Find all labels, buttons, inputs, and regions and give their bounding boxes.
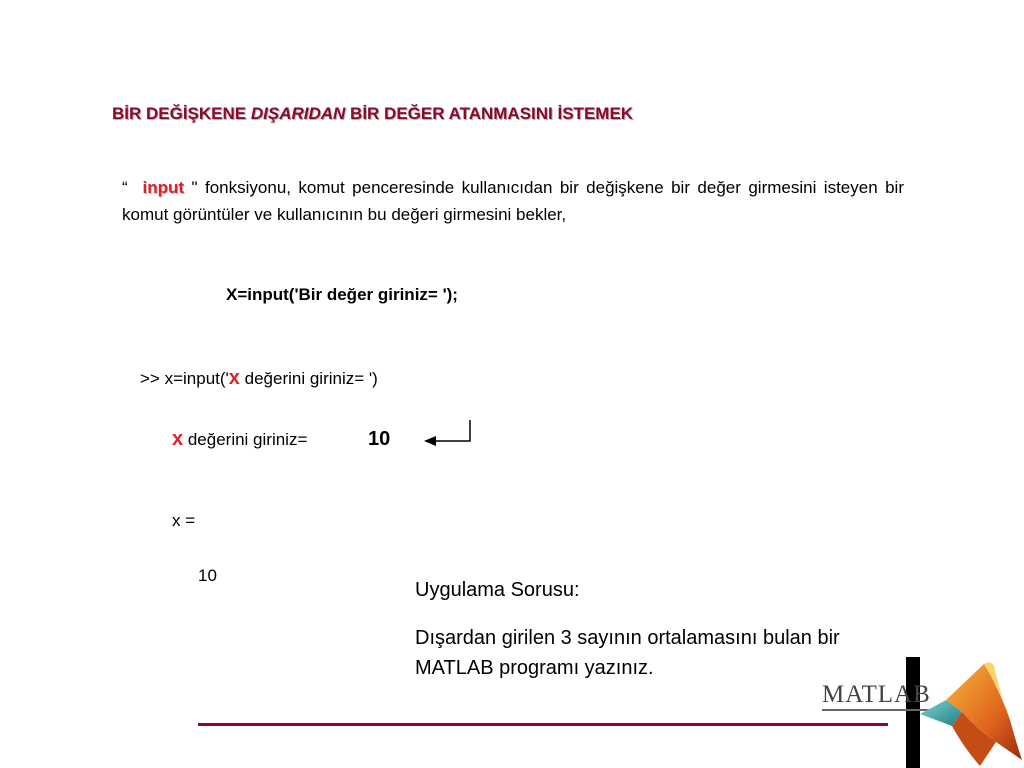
command-line [140,367,378,390]
slide-title [112,104,633,124]
prompt-text: değerini giriniz= [183,430,308,449]
command-prefix: >> x=input(' [140,369,229,388]
entered-value: 10 [368,428,391,450]
matlab-logo-icon [918,656,1024,768]
input-prompt [172,428,307,451]
paragraph-text: " fonksiyonu, komut penceresinde kullanıcıdan bir değişkene bir değer girmesini isteyen bir komut görüntüler ve kullanıcının bu değeri girmesini bekler, [122,178,904,224]
description-paragraph [122,174,904,228]
input-keyword: input [142,178,185,197]
prompt-variable: x [172,428,184,450]
logo-underline [822,709,932,711]
question-body: Dışardan girilen 3 sayının ortalamasını bulan bir MATLAB programı yazınız. [415,627,840,679]
title-part2: BİR DEĞER ATANMASINI İSTEMEK [345,104,634,123]
enter-return-arrow-icon [422,418,476,450]
command-variable: x [228,367,240,389]
bottom-divider [198,723,888,726]
matlab-logo-text: MATLAB [822,681,931,708]
code-example: X=input('Bir değer giriniz= '); [226,285,458,304]
title-part1: BİR DEĞİŞKENE [112,104,251,123]
result-label: x = [172,511,196,530]
command-suffix: değerini giriniz= ') [239,369,378,388]
title-emphasis: DIŞARIDAN [250,104,346,123]
result-value: 10 [198,566,217,585]
open-quote: “ [122,178,128,197]
question-title: Uygulama Sorusu: [415,579,580,601]
